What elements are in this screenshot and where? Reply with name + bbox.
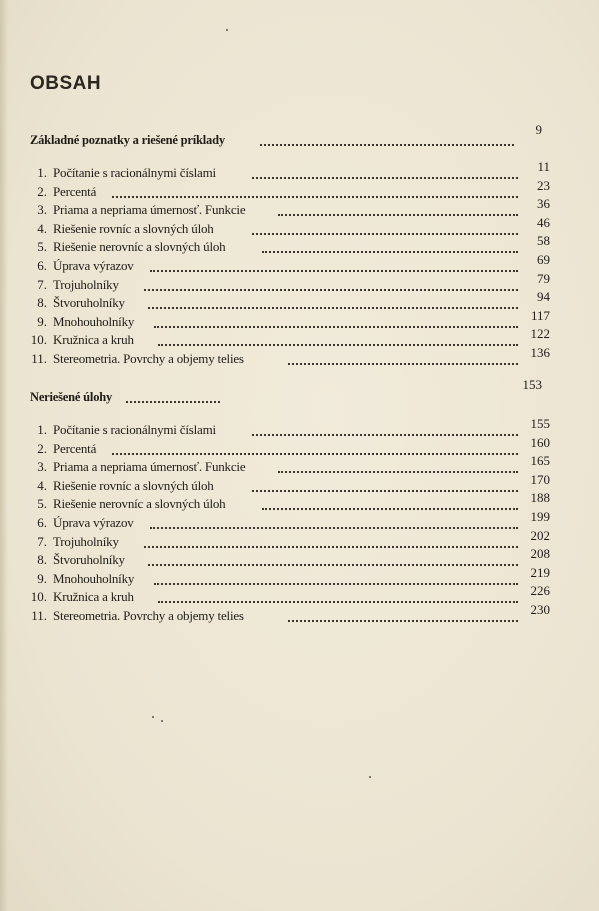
entry-number: 7. xyxy=(37,276,47,292)
entry-number: 9. xyxy=(37,313,47,329)
entry-title: Počítanie s racionálnymi číslami xyxy=(53,165,216,180)
toc-entry[interactable] xyxy=(30,251,550,276)
dot-leader xyxy=(260,144,514,146)
toc-entry-list xyxy=(30,159,550,369)
entry-page-number: 226 xyxy=(530,583,550,599)
entry-page-number: 199 xyxy=(530,508,550,524)
entry-title: Percentá xyxy=(53,183,97,199)
toc-entry[interactable] xyxy=(30,601,550,626)
dot-leader xyxy=(112,453,518,455)
entry-number: 3. xyxy=(37,202,47,218)
dot-leader xyxy=(144,546,518,548)
dot-leader xyxy=(126,401,220,403)
entry-number: 8. xyxy=(37,552,47,568)
toc-entry[interactable] xyxy=(30,453,550,477)
entry-title: Stereometria. Povrchy a objemy telies xyxy=(53,607,244,623)
toc-section-solved xyxy=(30,122,550,369)
toc-entry[interactable] xyxy=(30,159,550,183)
entry-number: 1. xyxy=(37,422,47,437)
toc-entry[interactable] xyxy=(30,508,550,533)
section-heading-label: Základné poznatky a riešené príklady xyxy=(30,133,225,147)
dot-leader xyxy=(148,307,518,309)
entry-title: Kružnica a kruh xyxy=(53,332,134,348)
toc-entry[interactable] xyxy=(30,344,550,369)
dot-leader xyxy=(154,583,518,585)
entry-number: 5. xyxy=(37,496,47,512)
entry-page-number: 94 xyxy=(537,289,550,305)
toc-entry[interactable] xyxy=(30,214,550,239)
section-heading xyxy=(30,122,550,148)
entry-number: 8. xyxy=(37,295,47,311)
entry-number: 11. xyxy=(31,350,47,366)
entry-page-number: 230 xyxy=(530,601,550,617)
entry-title: Počítanie s racionálnymi číslami xyxy=(53,422,216,437)
entry-page-number: 202 xyxy=(530,527,550,543)
entry-page-number: 136 xyxy=(530,344,550,360)
entry-number: 5. xyxy=(37,239,47,255)
entry-page-number: 160 xyxy=(530,434,550,450)
entry-title: Štvoruholníky xyxy=(53,552,125,568)
entry-number: 7. xyxy=(37,533,47,549)
toc-entry[interactable] xyxy=(30,307,550,332)
dot-leader xyxy=(148,564,518,566)
dot-leader xyxy=(278,214,518,216)
section-heading xyxy=(30,377,550,405)
entry-title: Trojuholníky xyxy=(53,276,119,292)
dot-leader xyxy=(112,196,518,198)
entry-page-number: 79 xyxy=(537,270,550,286)
toc-entry[interactable] xyxy=(30,434,550,459)
dot-leader xyxy=(158,344,518,346)
page-spine-shadow xyxy=(0,0,8,911)
entry-title: Úprava výrazov xyxy=(53,257,134,273)
toc-entry[interactable] xyxy=(30,490,550,514)
entry-page-number: 122 xyxy=(530,326,550,342)
toc-entry[interactable] xyxy=(30,564,550,589)
entry-title: Riešenie nerovníc a slovných úloh xyxy=(53,496,226,512)
paper-speck xyxy=(369,776,371,778)
entry-title: Trojuholníky xyxy=(53,533,119,549)
toc-entry[interactable] xyxy=(30,546,550,570)
dot-leader xyxy=(262,251,518,253)
paper-speck xyxy=(226,29,228,31)
dot-leader xyxy=(144,289,518,291)
toc-entry[interactable] xyxy=(30,270,550,295)
entry-number: 10. xyxy=(30,332,47,348)
entry-number: 4. xyxy=(37,220,47,236)
dot-leader xyxy=(278,471,518,473)
entry-number: 6. xyxy=(37,257,47,273)
entry-title: Percentá xyxy=(53,440,97,456)
entry-page-number: 208 xyxy=(530,546,550,562)
section-heading-label: Neriešené úlohy xyxy=(30,390,113,404)
entry-number: 2. xyxy=(37,183,47,199)
page-title: OBSAH xyxy=(30,73,102,94)
entry-page-number: 69 xyxy=(537,251,550,267)
entry-title: Stereometria. Povrchy a objemy telies xyxy=(53,350,244,366)
dot-leader xyxy=(158,601,518,603)
entry-page-number: 165 xyxy=(530,453,550,469)
entry-number: 10. xyxy=(30,589,47,605)
dot-leader xyxy=(252,233,518,235)
dot-leader xyxy=(150,527,518,529)
entry-number: 6. xyxy=(37,514,47,530)
toc-entry[interactable] xyxy=(30,583,550,607)
section-page-number: 9 xyxy=(535,122,542,137)
entry-page-number: 11 xyxy=(537,159,550,174)
toc-entry-list xyxy=(30,416,550,626)
dot-leader xyxy=(252,434,518,436)
entry-title: Riešenie rovníc a slovných úloh xyxy=(53,220,214,236)
dot-leader xyxy=(262,508,518,510)
dot-leader xyxy=(288,620,518,622)
toc-entry[interactable] xyxy=(30,196,550,220)
entry-title: Mnohouholníky xyxy=(53,570,135,586)
entry-page-number: 188 xyxy=(530,490,550,506)
entry-page-number: 170 xyxy=(530,471,550,487)
toc-entry[interactable] xyxy=(30,233,550,257)
dot-leader xyxy=(288,363,518,365)
entry-page-number: 155 xyxy=(530,416,550,431)
entry-page-number: 117 xyxy=(530,307,550,323)
entry-number: 2. xyxy=(37,440,47,456)
toc-entry[interactable] xyxy=(30,177,550,202)
entry-title: Priama a nepriama úmernosť. Funkcie xyxy=(53,202,246,218)
toc-section-unsolved xyxy=(30,377,550,626)
entry-number: 9. xyxy=(37,570,47,586)
dot-leader xyxy=(154,326,518,328)
entry-number: 4. xyxy=(37,477,47,493)
paper-speck xyxy=(161,720,163,722)
entry-title: Riešenie rovníc a slovných úloh xyxy=(53,477,214,493)
entry-page-number: 219 xyxy=(530,564,550,580)
section-page-number: 153 xyxy=(522,377,542,392)
toc-entry[interactable] xyxy=(30,289,550,313)
entry-title: Kružnica a kruh xyxy=(53,589,134,605)
entry-page-number: 46 xyxy=(537,214,550,230)
toc-entry[interactable] xyxy=(30,527,550,552)
entry-number: 3. xyxy=(37,459,47,475)
entry-number: 11. xyxy=(31,607,47,623)
dot-leader xyxy=(252,490,518,492)
entry-page-number: 36 xyxy=(537,196,550,212)
paper-speck xyxy=(152,716,154,718)
entry-title: Mnohouholníky xyxy=(53,313,135,329)
entry-page-number: 23 xyxy=(537,177,550,193)
entry-title: Riešenie nerovníc a slovných úloh xyxy=(53,239,226,255)
dot-leader xyxy=(252,177,518,179)
entry-title: Úprava výrazov xyxy=(53,514,134,530)
entry-number: 1. xyxy=(37,165,47,180)
entry-title: Priama a nepriama úmernosť. Funkcie xyxy=(53,459,246,475)
entry-title: Štvoruholníky xyxy=(53,295,125,311)
dot-leader xyxy=(150,270,518,272)
toc-entry[interactable] xyxy=(30,326,550,350)
toc-entry[interactable] xyxy=(30,471,550,496)
entry-page-number: 58 xyxy=(537,233,550,249)
toc-entry[interactable] xyxy=(30,416,550,440)
